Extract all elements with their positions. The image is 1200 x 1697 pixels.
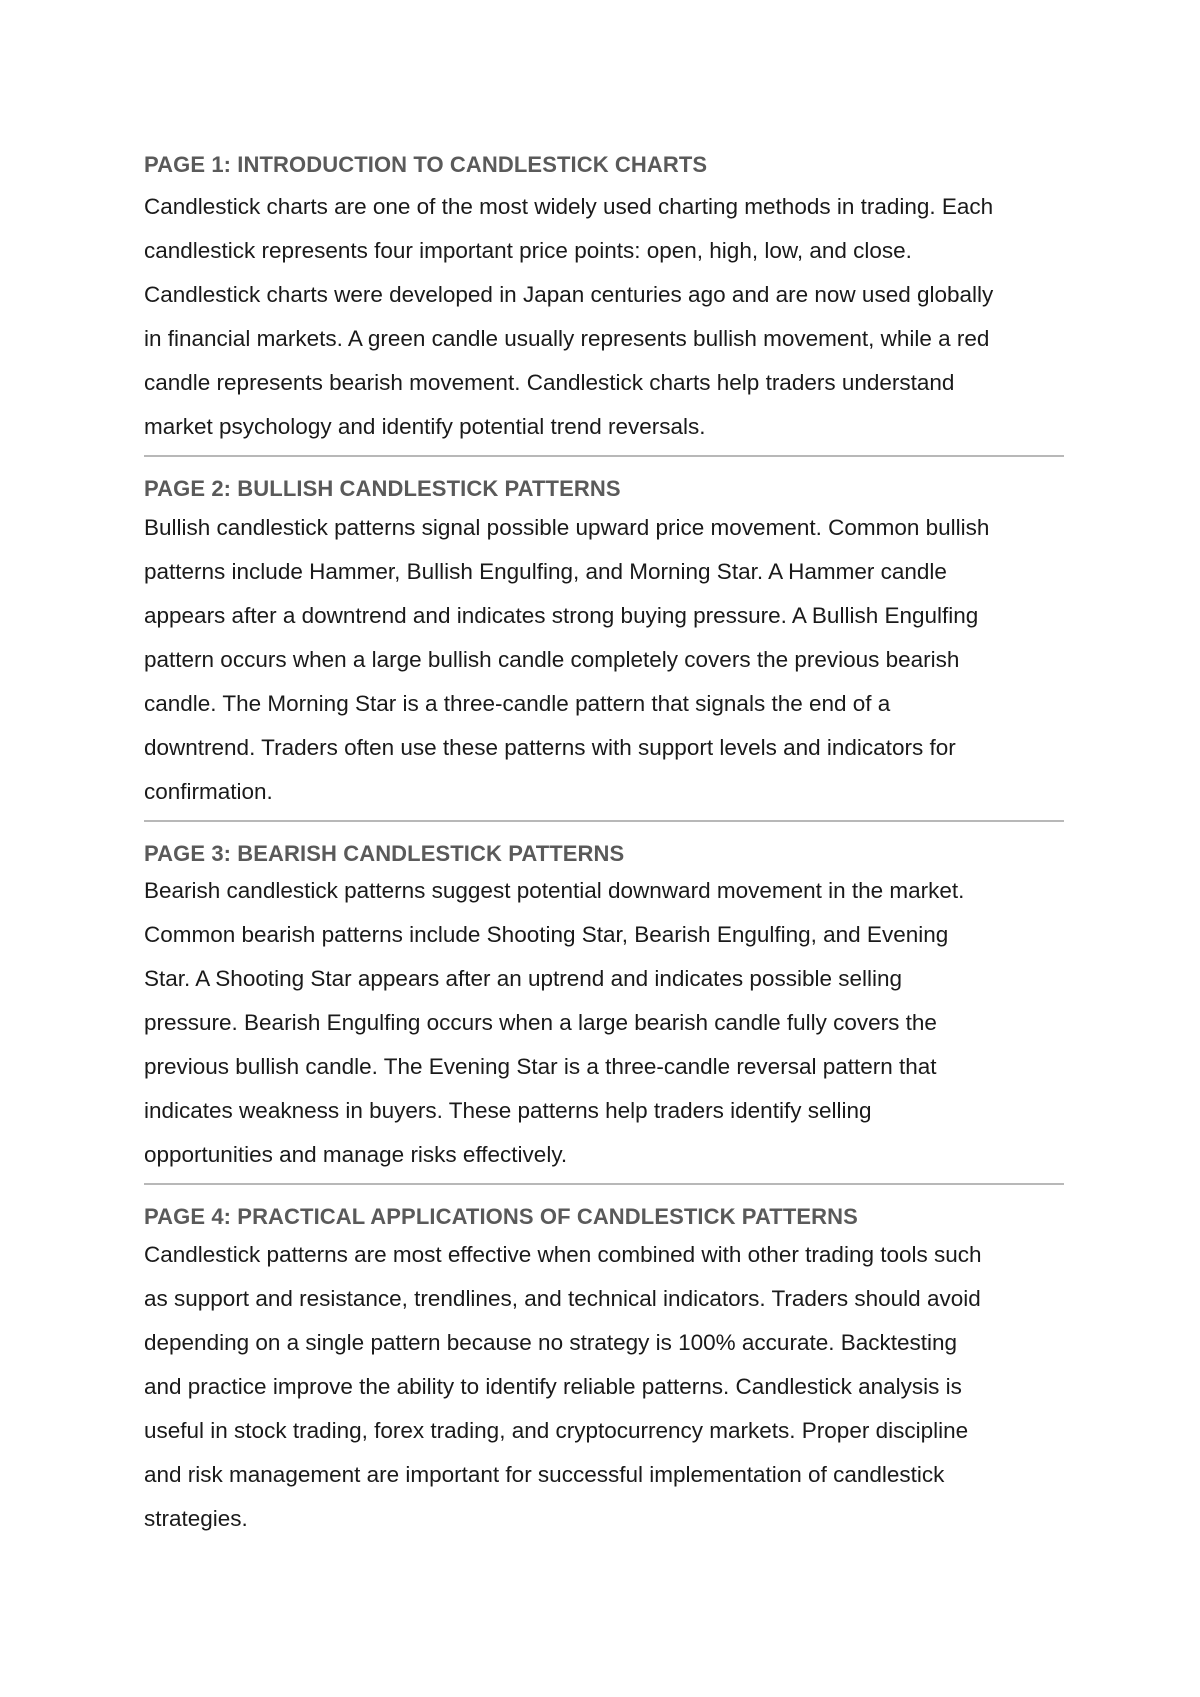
section-body: Candlestick patterns are most effective when combined with other trading tools such as support and resistance, trendlines, and technical indicators. Traders should avoid depending on a single pattern because no strategy is 100% accurate. Backtesting and practice improve the ability to identify reliable patterns. Candlestick analysis is useful in stock trading, forex trading, and cryptocurrency markets. Proper discipline and risk management are important for successful implementation of candlestick strategies. xyxy=(144,1242,982,1531)
section-heading: PAGE 3: BEARISH CANDLESTICK PATTERNS xyxy=(144,841,625,866)
section-body: Bearish candlestick patterns suggest potential downward movement in the market. Common bearish patterns include Shooting Star, Bearish Engulfing, and Evening Star. A Shooting Star appears after an uptrend and indicates possible selling pressure. Bearish Engulfing occurs when a large bearish candle fully covers the previous bullish candle. The Evening Star is a three-candle reversal pattern that indicates weakness in buyers. These patterns help traders identify selling opportunities and manage risks effectively. xyxy=(144,878,965,1167)
section-heading: PAGE 2: BULLISH CANDLESTICK PATTERNS xyxy=(144,476,621,501)
section-practical-applications xyxy=(144,1202,1064,1541)
section-divider xyxy=(144,455,1064,457)
section-bearish-patterns xyxy=(144,839,1064,1177)
section-heading: PAGE 1: INTRODUCTION TO CANDLESTICK CHARTS xyxy=(144,152,708,177)
section-bullish-patterns xyxy=(144,474,1064,814)
section-body: Bullish candlestick patterns signal possible upward price movement. Common bullish patterns include Hammer, Bullish Engulfing, and Morning Star. A Hammer candle appears after a downtrend and indicates strong buying pressure. A Bullish Engulfing pattern occurs when a large bullish candle completely covers the previous bearish candle. The Morning Star is a three-candle pattern that signals the end of a downtrend. Traders often use these patterns with support levels and indicators for confirmation. xyxy=(144,515,990,804)
section-introduction xyxy=(144,150,1064,449)
section-divider xyxy=(144,1183,1064,1185)
section-body: Candlestick charts are one of the most widely used charting methods in trading. Each candlestick represents four important price points: open, high, low, and close. Candlestick charts were developed in Japan centuries ago and are now used globally in financial markets. A green candle usually represents bullish movement, while a red candle represents bearish movement. Candlestick charts help traders understand market psychology and identify potential trend reversals. xyxy=(144,194,994,439)
section-heading: PAGE 4: PRACTICAL APPLICATIONS OF CANDLESTICK PATTERNS xyxy=(144,1204,858,1229)
section-divider xyxy=(144,820,1064,822)
document-page xyxy=(144,150,1064,1541)
